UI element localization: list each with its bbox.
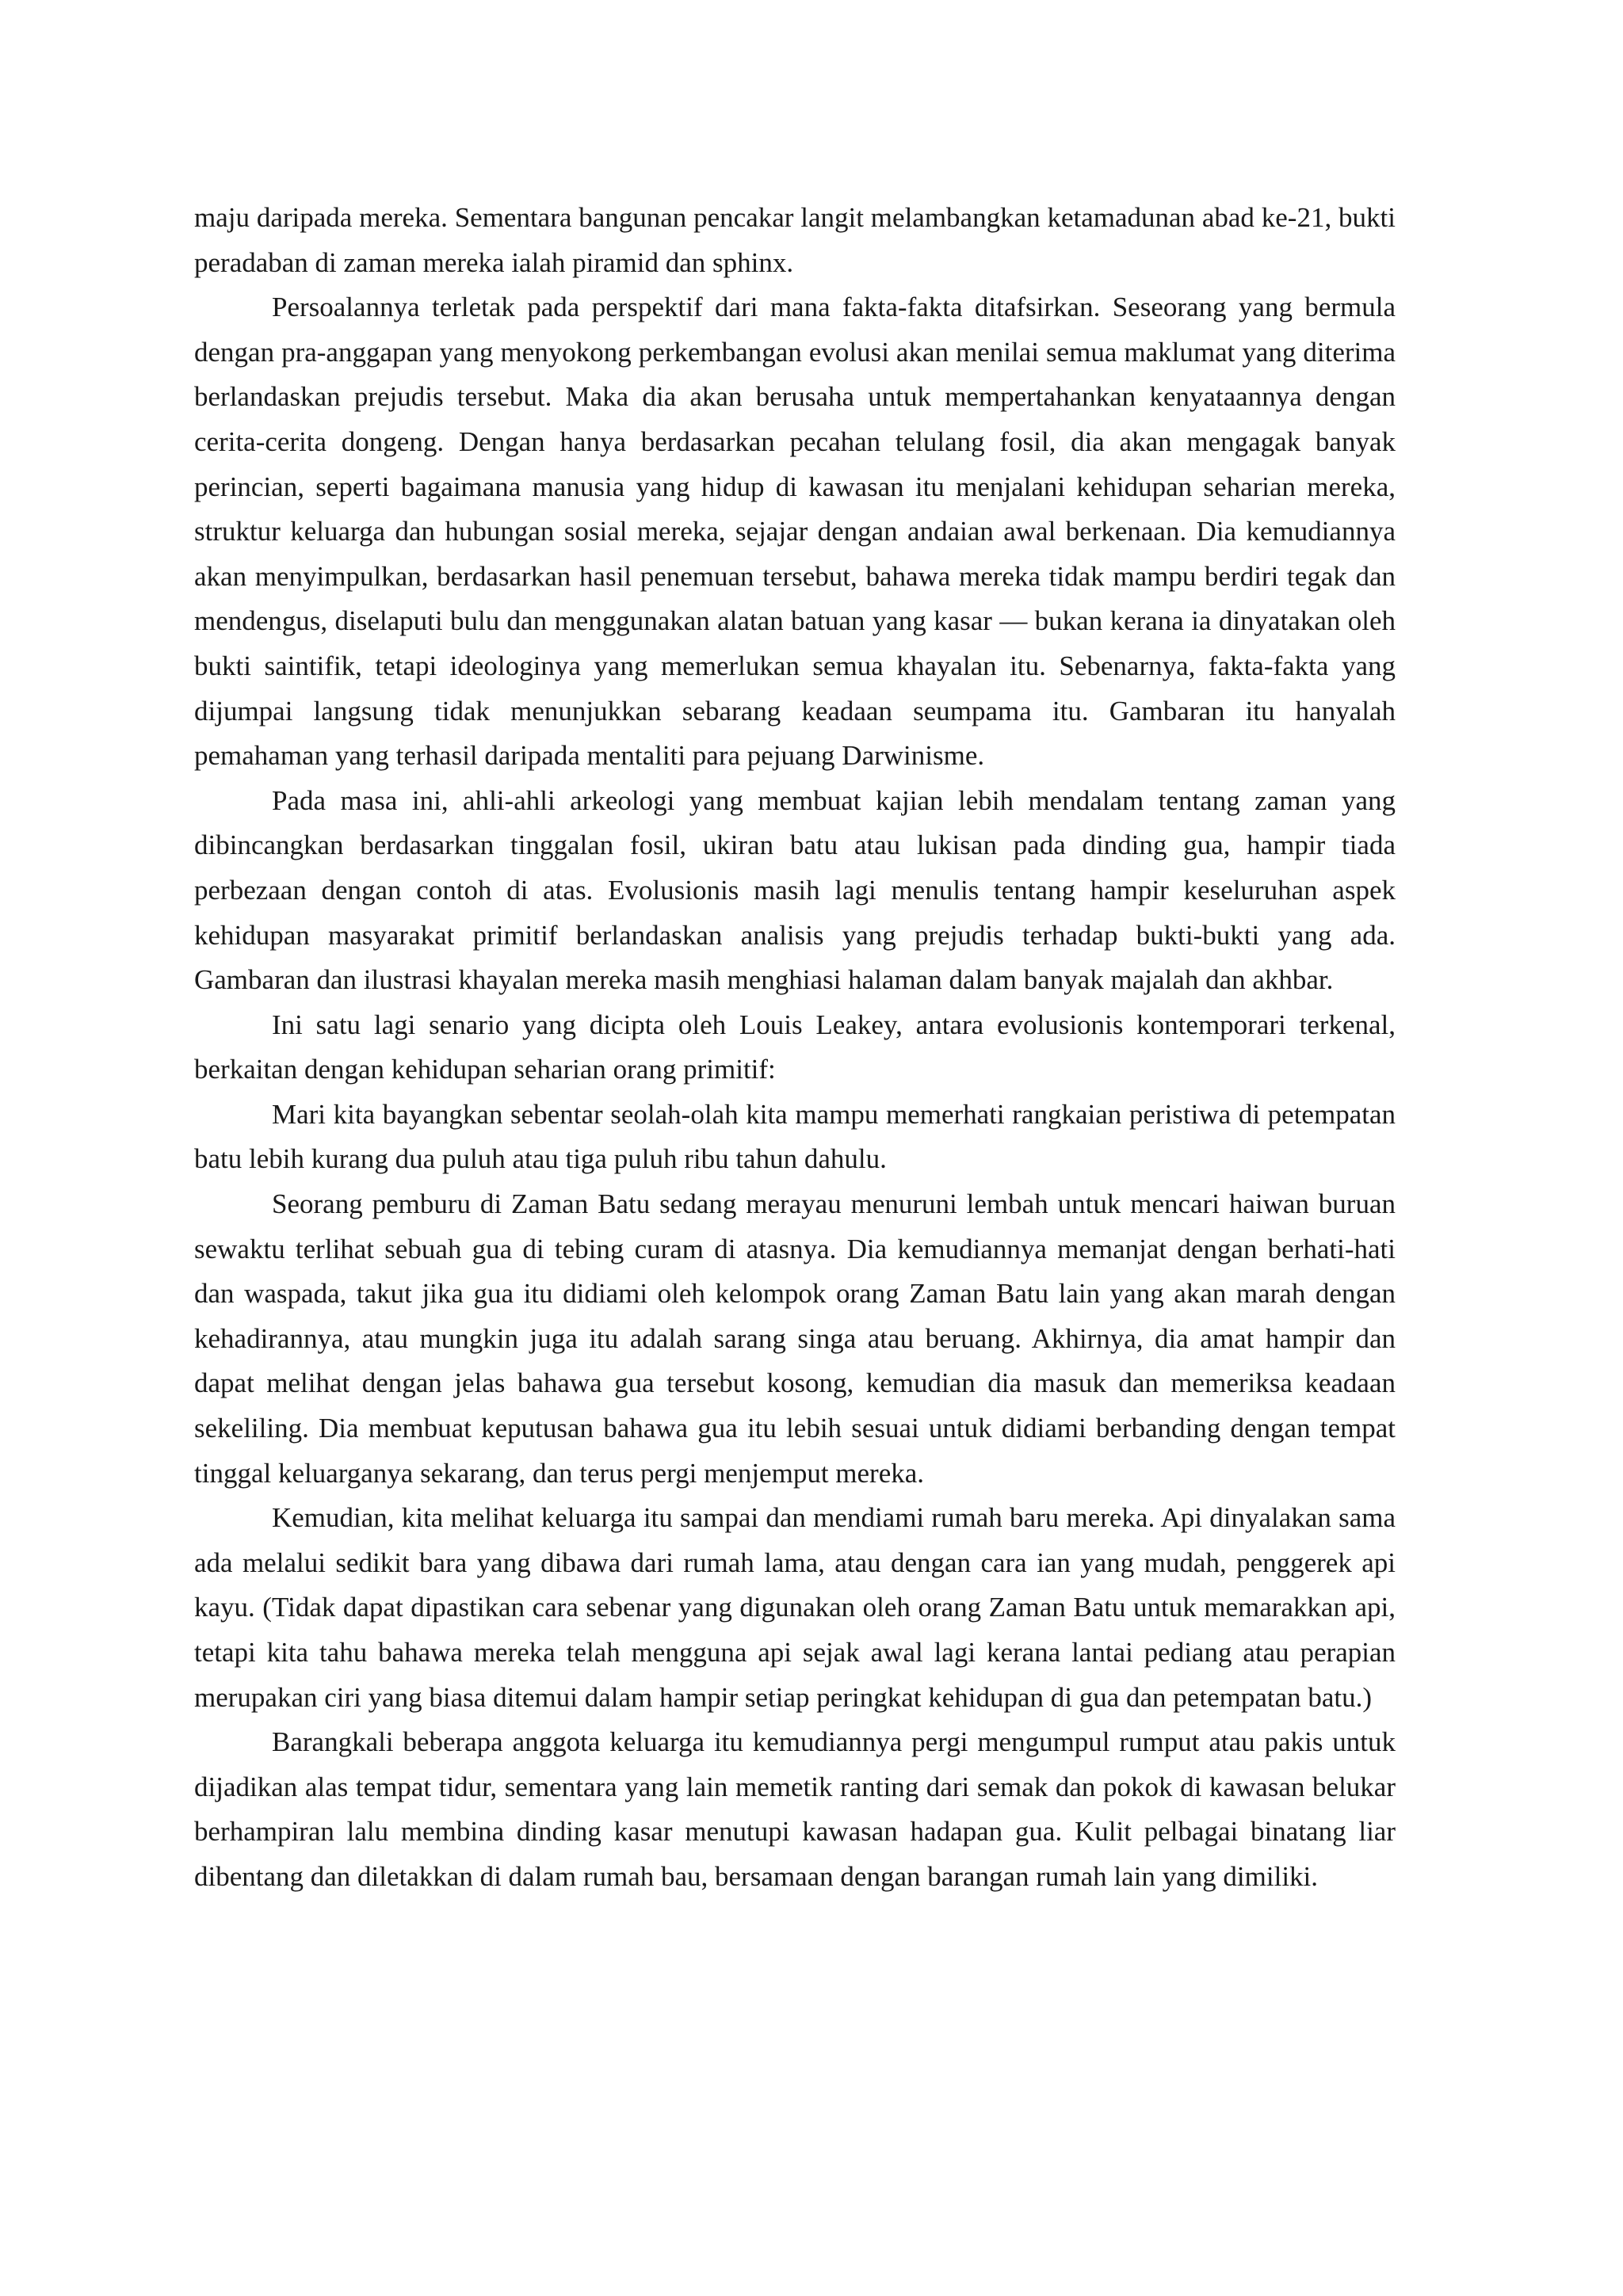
paragraph-4: Ini satu lagi senario yang dicipta oleh Louis Leakey, antara evolusionis kontemporari terkenal, berkaitan dengan kehidupan seharian orang primitif: [194, 1009, 1396, 1085]
paragraph-5-quote-intro: Mari kita bayangkan sebentar seolah-olah kita mampu memerhati rangkaian peristiwa di petempatan batu lebih kurang dua puluh atau tiga puluh ribu tahun dahulu. [194, 1098, 1396, 1175]
paragraph-3: Pada masa ini, ahli-ahli arkeologi yang membuat kajian lebih mendalam tentang zaman yang dibincangkan berdasarkan tinggalan fosil, ukiran batu atau lukisan pada dinding gua, hampir tiada perbezaan dengan contoh di atas. Evolusionis masih lagi menulis tentang hampir keseluruhan aspek kehidupan masyarakat primitif berlandaskan analisis yang prejudis terhadap bukti-bukti yang ada. Gambaran dan ilustrasi khayalan mereka masih menghiasi halaman dalam banyak majalah dan akhbar. [194, 784, 1396, 996]
paragraph-2: Persoalannya terletak pada perspektif dari mana fakta-fakta ditafsirkan. Seseorang yang bermula dengan pra-anggapan yang menyokong perkembangan evolusi akan menilai semua maklumat yang diterima berlandaskan prejudis tersebut. Maka dia akan berusaha untuk mempertahankan kenyataannya dengan cerita-cerita dongeng. Dengan hanya berdasarkan pecahan telulang fosil, dia akan mengagak banyak perincian, seperti bagaimana manusia yang hidup di kawasan itu menjalani kehidupan seharian mereka, struktur keluarga dan hubungan sosial mereka, sejajar dengan andaian awal berkenaan. Dia kemudiannya akan menyimpulkan, berdasarkan hasil penemuan tersebut, bahawa mereka tidak mampu berdiri tegak dan mendengus, diselaputi bulu dan menggunakan alatan batuan yang kasar — bukan kerana ia dinyatakan oleh bukti saintifik, tetapi ideologinya yang memerlukan semua khayalan itu. Sebenarnya, fakta-fakta yang dijumpai langsung tidak menunjukkan sebarang keadaan seumpama itu. Gambaran itu hanyalah pemahaman yang terhasil daripada mentaliti para pejuang Darwinisme. [194, 292, 1396, 772]
paragraph-7: Kemudian, kita melihat keluarga itu sampai dan mendiami rumah baru mereka. Api dinyalakan sama ada melalui sedikit bara yang dibawa dari rumah lama, atau dengan cara ian yang mudah, penggerek api kayu. (Tidak dapat dipastikan cara sebenar yang digunakan oleh orang Zaman Batu untuk memarakkan api, tetapi kita tahu bahawa mereka telah mengguna api sejak awal lagi kerana lantai pediang atau perapian merupakan ciri yang biasa ditemui dalam hampir setiap peringkat kehidupan di gua dan petempatan batu.) [194, 1502, 1396, 1713]
paragraph-8: Barangkali beberapa anggota keluarga itu kemudiannya pergi mengumpul rumput atau pakis untuk dijadikan alas tempat tidur, sementara yang lain memetik ranting dari semak dan pokok di kawasan belukar berhampiran lalu membina dinding kasar menutupi kawasan hadapan gua. Kulit pelbagai binatang liar dibentang dan diletakkan di dalam rumah bau, bersamaan dengan barangan rumah lain yang dimiliki. [194, 1726, 1396, 1892]
paragraph-6: Seorang pemburu di Zaman Batu sedang merayau menuruni lembah untuk mencari haiwan buruan sewaktu terlihat sebuah gua di tebing curam di atasnya. Dia kemudiannya memanjat dengan berhati-hati dan waspada, takut jika gua itu didiami oleh kelompok orang Zaman Batu lain yang akan marah dengan kehadirannya, atau mungkin juga itu adalah sarang singa atau beruang. Akhirnya, dia amat hampir dan dapat melihat dengan jelas bahawa gua tersebut kosong, kemudian dia masuk dan memeriksa keadaan sekeliling. Dia membuat keputusan bahawa gua itu lebih sesuai untuk didiami berbanding dengan tempat tinggal keluarganya sekarang, dan terus pergi menjemput mereka. [194, 1188, 1396, 1489]
document-page [194, 196, 1396, 1900]
paragraph-1: maju daripada mereka. Sementara bangunan pencakar langit melambangkan ketamadunan abad ke-21, bukti peradaban di zaman mereka ialah piramid dan sphinx. [194, 202, 1396, 278]
